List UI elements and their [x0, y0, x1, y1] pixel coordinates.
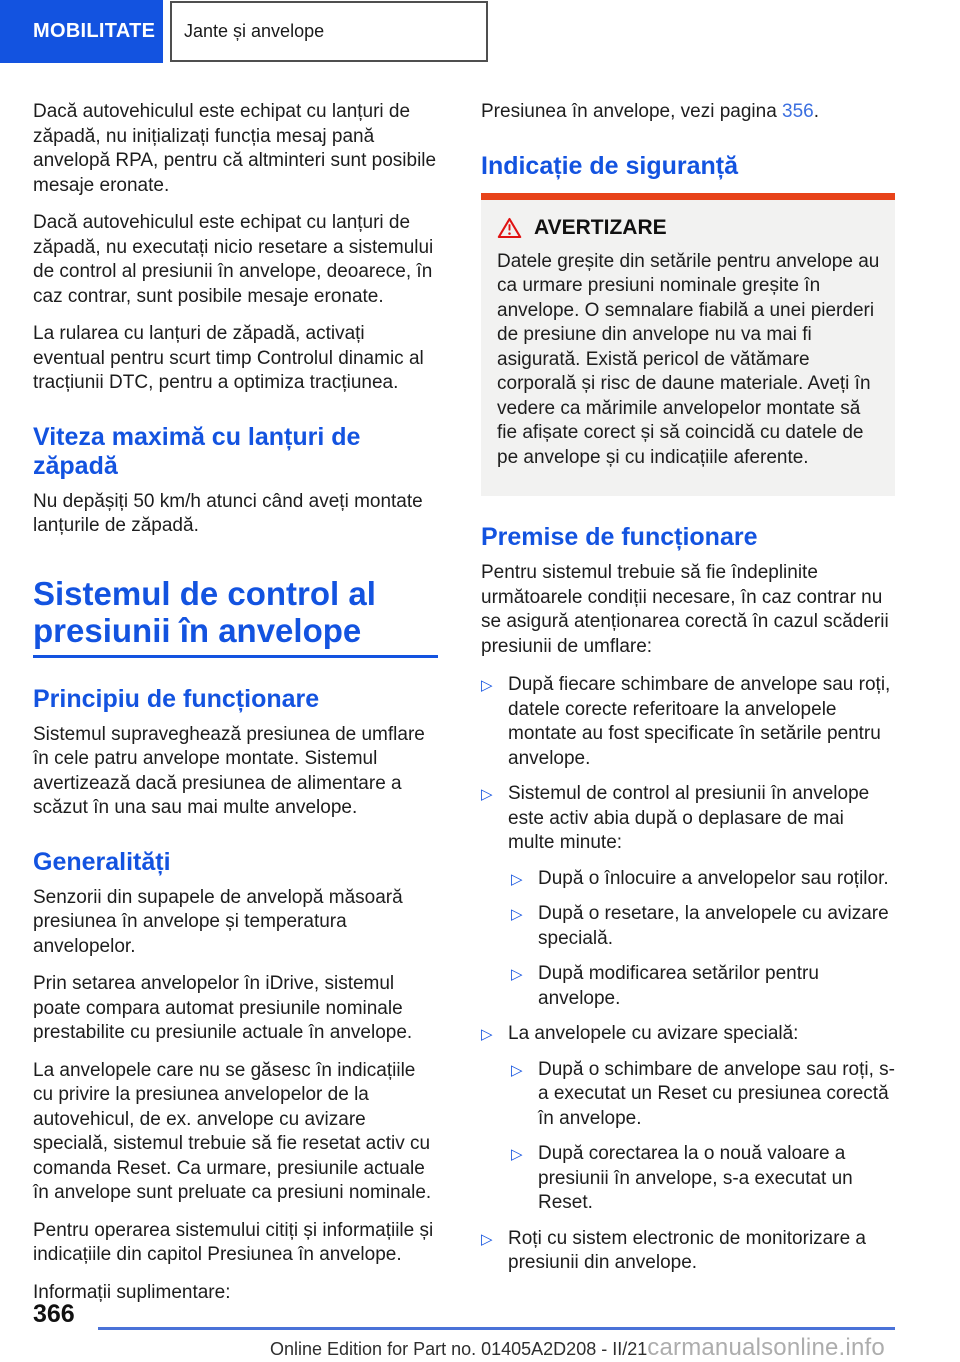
chapter-tab [0, 0, 163, 63]
paragraph-max-speed: Nu depășiți 50 km/h atunci când aveți montate lanțurile de zăpadă. [33, 490, 423, 536]
list-item [511, 1058, 895, 1132]
list-item [511, 902, 895, 951]
list-item [481, 782, 895, 856]
paragraph-general-2: Prin setarea anvelopelor în iDrive, sistemul poate compara automat presiunile nominale prestabilite cu presiunile actuale în anvelope. [33, 973, 413, 1043]
list-item-text: După fiecare schimbare de anvelope sau roți, datele corecte referitoare la anvelopele montate au fost specificate în setările pentru anvelope. [508, 674, 891, 769]
list-item [511, 867, 895, 892]
condition-list [481, 673, 895, 1276]
edition-note: Online Edition for Part no. 01405A2D208 - II/21 [270, 1339, 648, 1359]
heading-max-speed: Viteza maximă cu lanțuri de zăpadă [33, 422, 361, 480]
heading-tpms-system: Sistemul de control al presiunii în anvelope [33, 574, 376, 649]
paragraph-general-1: Senzorii din supapele de anvelopă măsoară presiunea în anvelope și temperatura anvelopelor. [33, 886, 403, 957]
paragraph-pressure-reference [481, 100, 895, 125]
triangle-bullet-icon: ▷ [511, 905, 523, 923]
warning-triangle-icon [497, 217, 522, 239]
triangle-bullet-icon: ▷ [511, 1060, 523, 1079]
triangle-bullet-icon: ▷ [511, 1145, 523, 1163]
triangle-bullet-icon: ▷ [481, 785, 493, 803]
paragraph-general-3: La anvelopele care nu se găsesc în indicațiile cu privire la presiunea anvelopelor de la autovehicul, de ex. anvelope cu avizare specială, sistemul trebuie să fie resetat activ cu comanda Reset. Ca urmare, presiunile actuale în anvelope sunt preluate ca presiuni nominale. [33, 1059, 432, 1203]
triangle-bullet-icon: ▷ [511, 869, 523, 888]
list-item-text: După o înlocuire a anvelopelor sau roților. [538, 867, 889, 889]
paragraph-snow-chains-3: La rularea cu lanțuri de zăpadă, activați eventual pentru scurt timp Controlul dinamic al tracțiunii DTC, pentru a optimiza tracțiunea. [33, 323, 424, 393]
list-item-text: După corectarea la o nouă valoare a presiunii în anvelope, s-a executat un Reset. [538, 1143, 853, 1213]
section-heading-rule [33, 575, 438, 658]
list-item [511, 962, 895, 1011]
pressure-reference-period: . [813, 101, 820, 122]
heading-premise: Premise de funcționare [481, 523, 758, 551]
triangle-bullet-icon: ▷ [481, 1229, 493, 1248]
warning-body: Datele greșite din setările pentru anvelope au ca urmare presiuni nominale greșite în anvelope. O semnalare fiabilă a unei pierderi de presiune din anvelope nu va mai fi asigurată. Există pericol de vătămare corporală și risc de daune materiale. Aveți în vedere ca mărimile anvelopelor montate să fie afișate corect și să coincidă cu datele de pe anvelope și cu indicațiile aferente. [497, 250, 880, 468]
paragraph-premise: Pentru sistemul trebuie să fie îndeplinite următoarele condiții necesare, în caz contrar nu se asigură atenționarea corectă în cazul scăderii presiunii de umflare: [481, 562, 889, 657]
heading-general: Generalități [33, 847, 171, 876]
list-item-text: După o resetare, la anvelopele cu avizare specială. [538, 903, 889, 949]
triangle-bullet-icon: ▷ [481, 676, 493, 694]
watermark-text: carmanualsonline.info [647, 1334, 885, 1361]
triangle-bullet-icon: ▷ [481, 1025, 493, 1043]
paragraph-more-info: Informații suplimentare: [33, 1281, 231, 1303]
list-item-text: Roți cu sistem electronic de monitorizare a presiunii din anvelope. [508, 1227, 866, 1273]
heading-safety-note: Indicație de siguranță [481, 151, 739, 180]
page-number: 366 [33, 1300, 75, 1328]
list-item-text: Sistemul de control al presiunii în anvelope este activ abia după o deplasare de mai multe minute: [508, 783, 870, 853]
list-item [481, 1022, 895, 1047]
list-item-text: La anvelopele cu avizare specială: [508, 1023, 799, 1044]
paragraph-principle: Sistemul supraveghează presiunea de umflare în cele patru anvelope montate. Sistemul avertizează dacă presiunea de alimentare a scăzut în una sau mai multe anvelope. [33, 723, 425, 818]
footer-texts [270, 1334, 885, 1362]
section-title: Jante și anvelope [184, 21, 325, 41]
list-item-text: După modificarea setărilor pentru anvelope. [538, 963, 819, 1009]
paragraph-general-4: Pentru operarea sistemului citiți și informațiile și indicațiile din capitol Presiunea în anvelope. [33, 1219, 434, 1265]
warning-title-row [497, 216, 881, 240]
chapter-label: MOBILITATE [33, 20, 156, 42]
heading-principle: Principiu de funcționare [33, 684, 320, 713]
list-item [481, 1227, 895, 1276]
paragraph-snow-chains-1: Dacă autovehiculul este echipat cu lanțuri de zăpadă, nu inițializați funcția mesaj pană anvelopă RPA, pentru că altminteri sunt posibile mesaje eronate. [33, 101, 437, 196]
warning-top-bar [481, 193, 895, 200]
right-column [481, 100, 895, 1318]
list-item [511, 1142, 895, 1216]
warning-title: AVERTIZARE [534, 215, 667, 239]
left-column [33, 100, 438, 1318]
list-item [481, 673, 895, 771]
footer-divider [98, 1327, 895, 1330]
content-columns [33, 100, 895, 1318]
pressure-reference-text: Presiunea în anvelope, vezi pagina [481, 101, 783, 122]
section-title-box [170, 1, 488, 62]
paragraph-snow-chains-2: Dacă autovehiculul este echipat cu lanțuri de zăpadă, nu executați nicio resetare a sistemului de control al presiunii în anvelope, deoarece, în caz contrar, sunt posibile mesaje eronate. [33, 212, 434, 307]
triangle-bullet-icon: ▷ [511, 965, 523, 983]
list-item-text: După o schimbare de anvelope sau roți, s-a executat un Reset cu presiunea corectă în anvelope. [538, 1058, 895, 1129]
warning-box [481, 200, 895, 497]
page-356-link[interactable]: 356 [782, 101, 814, 122]
